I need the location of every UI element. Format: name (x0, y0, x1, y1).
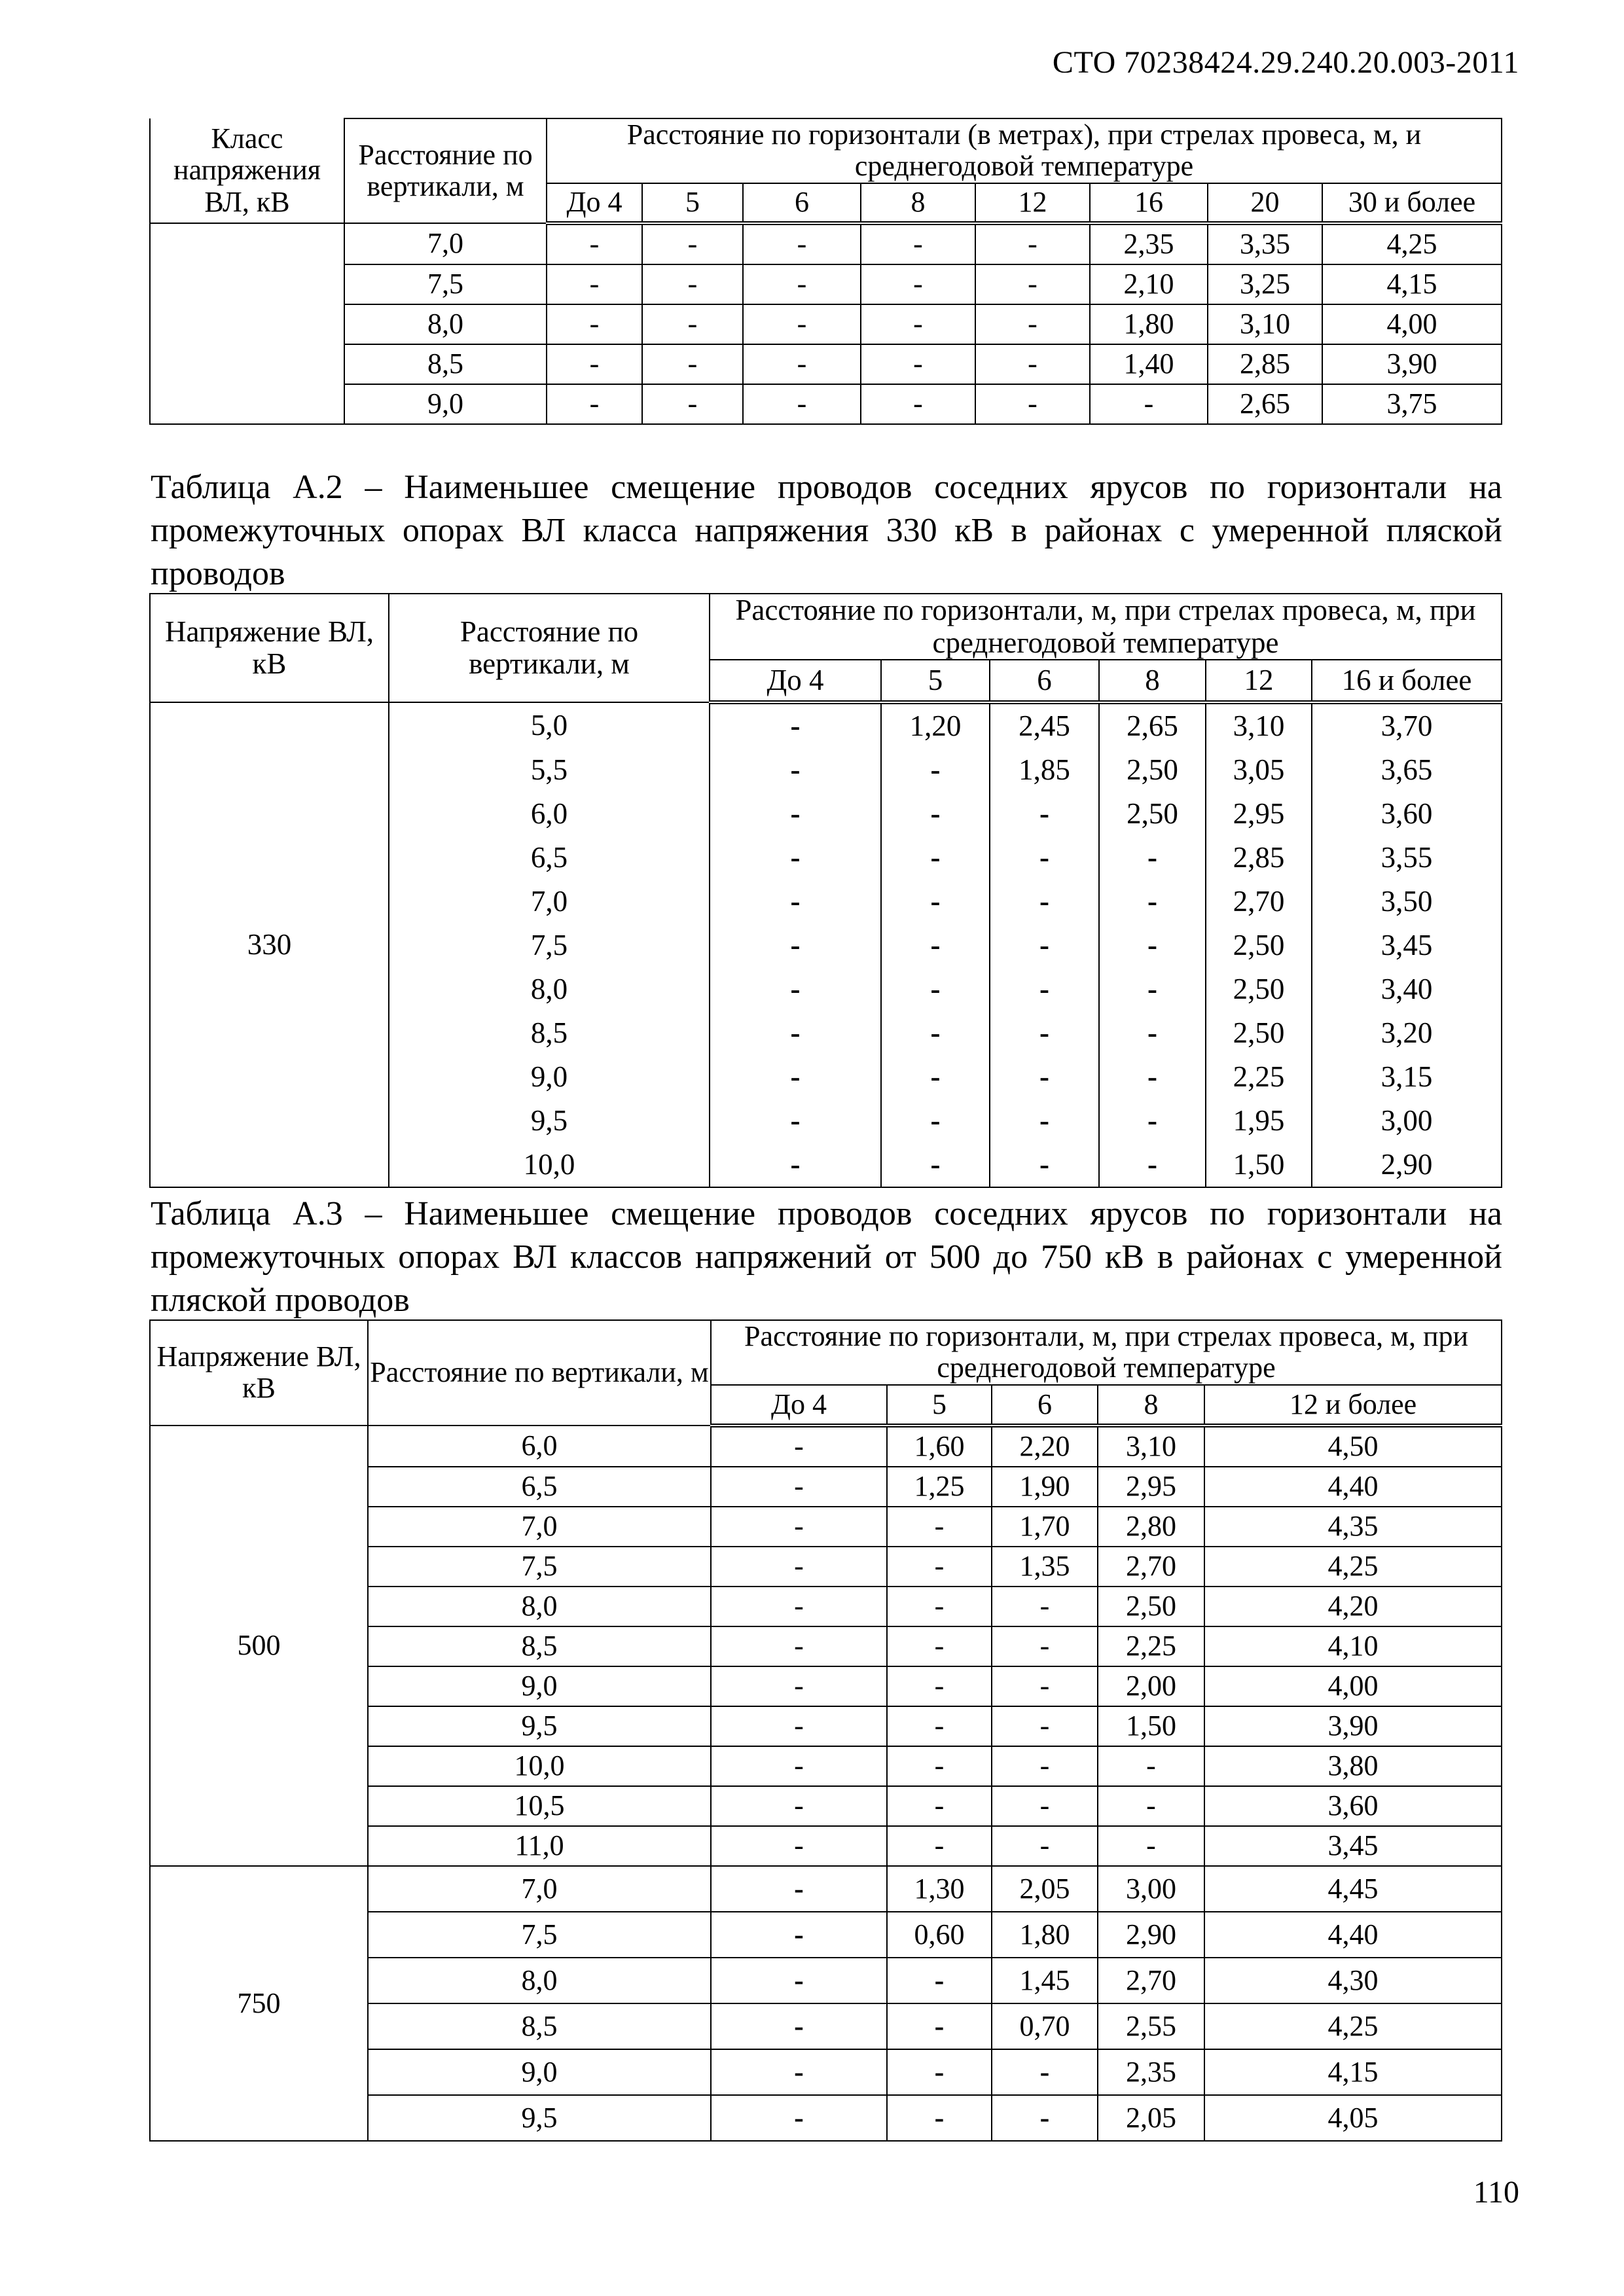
value-cell: 0,70 (992, 2003, 1098, 2049)
value-cell: - (990, 836, 1099, 880)
value-cell: 2,10 (1090, 264, 1208, 304)
header-vertical-distance: Расстояние по вертикали, м (389, 594, 710, 702)
value-cell: - (1099, 924, 1206, 967)
value-cell: 1,70 (992, 1507, 1098, 1547)
value-cell: - (975, 384, 1090, 424)
value-cell: - (881, 880, 990, 924)
value-cell: 1,35 (992, 1547, 1098, 1587)
value-cell: 2,70 (1098, 1547, 1204, 1587)
value-cell: 3,45 (1204, 1826, 1502, 1866)
value-cell: 1,25 (887, 1467, 992, 1507)
value-cell: - (887, 2049, 992, 2095)
value-cell: - (881, 1011, 990, 1055)
value-cell: 2,25 (1206, 1055, 1312, 1099)
vertical-distance-cell: 7,5 (368, 1547, 711, 1587)
sag-header: 20 (1208, 183, 1322, 223)
value-cell: - (743, 223, 861, 264)
value-cell: - (992, 1666, 1098, 1706)
value-cell: 2,85 (1206, 836, 1312, 880)
value-cell: 4,45 (1204, 1866, 1502, 1912)
value-cell: - (1090, 384, 1208, 424)
value-cell: - (743, 264, 861, 304)
value-cell: 2,25 (1098, 1626, 1204, 1666)
table-row (150, 1866, 1502, 1912)
value-cell: 3,00 (1098, 1866, 1204, 1912)
value-cell: - (990, 792, 1099, 836)
value-cell: - (710, 1143, 881, 1187)
value-cell: - (711, 1912, 887, 1958)
value-cell: - (710, 1011, 881, 1055)
sag-header: 16 (1090, 183, 1208, 223)
value-cell: - (547, 304, 642, 344)
value-cell: 3,00 (1312, 1099, 1502, 1143)
value-cell: 1,50 (1098, 1706, 1204, 1746)
vertical-distance-cell: 8,5 (368, 1626, 711, 1666)
value-cell: 3,50 (1312, 880, 1502, 924)
value-cell: 4,15 (1204, 2049, 1502, 2095)
value-cell: - (975, 223, 1090, 264)
value-cell: - (887, 1626, 992, 1666)
sag-header: 8 (861, 183, 975, 223)
vertical-distance-cell: 8,0 (344, 304, 547, 344)
vertical-distance-cell: 9,5 (389, 1099, 710, 1143)
table-row (150, 384, 1502, 424)
value-cell: 1,30 (887, 1866, 992, 1912)
value-cell: 1,20 (881, 702, 990, 748)
value-cell: - (990, 1143, 1099, 1187)
value-cell: - (990, 880, 1099, 924)
document-code-header: СТО 70238424.29.240.20.003-2011 (1052, 45, 1519, 80)
value-cell: - (711, 1826, 887, 1866)
value-cell: - (881, 836, 990, 880)
sag-header: 8 (1098, 1385, 1204, 1426)
value-cell: 4,50 (1204, 1426, 1502, 1467)
value-cell: - (711, 2003, 887, 2049)
voltage-cell: 330 (150, 702, 389, 1187)
value-cell: 4,00 (1322, 304, 1502, 344)
value-cell: 2,00 (1098, 1666, 1204, 1706)
value-cell: 4,00 (1204, 1666, 1502, 1706)
value-cell: - (547, 344, 642, 384)
sag-header: 16 и более (1312, 660, 1502, 702)
value-cell: - (881, 792, 990, 836)
value-cell: 4,10 (1204, 1626, 1502, 1666)
value-cell: - (710, 792, 881, 836)
value-cell: - (1099, 1099, 1206, 1143)
value-cell: 3,60 (1204, 1786, 1502, 1826)
vertical-distance-cell: 5,0 (389, 702, 710, 748)
value-cell: - (711, 1866, 887, 1912)
value-cell: 1,80 (992, 1912, 1098, 1958)
value-cell: 4,30 (1204, 1958, 1502, 2003)
header-horizontal-distance: Расстояние по горизонтали, м, при стрелах провеса, м, при среднегодовой температуре (710, 594, 1502, 660)
value-cell: 2,05 (992, 1866, 1098, 1912)
value-cell: 1,60 (887, 1426, 992, 1467)
header-horizontal-distance: Расстояние по горизонтали (в метрах), при стрелах провеса, м, и среднегодовой температуре (547, 118, 1502, 183)
value-cell: - (881, 924, 990, 967)
table-a2 (149, 593, 1502, 1188)
vertical-distance-cell: 10,0 (389, 1143, 710, 1187)
value-cell: - (992, 1786, 1098, 1826)
value-cell: - (711, 1746, 887, 1786)
sag-header: До 4 (547, 183, 642, 223)
value-cell: - (1099, 836, 1206, 880)
value-cell: 3,10 (1208, 304, 1322, 344)
value-cell: - (711, 2049, 887, 2095)
value-cell: 3,25 (1208, 264, 1322, 304)
table-row (150, 1426, 1502, 1467)
value-cell: - (887, 1958, 992, 2003)
value-cell: 2,50 (1098, 1587, 1204, 1626)
value-cell: 2,90 (1098, 1912, 1204, 1958)
value-cell: - (743, 304, 861, 344)
table-a3 (149, 1319, 1502, 2142)
value-cell: 3,20 (1312, 1011, 1502, 1055)
vertical-distance-cell: 7,0 (344, 223, 547, 264)
value-cell: - (642, 384, 743, 424)
value-cell: 2,70 (1098, 1958, 1204, 2003)
value-cell: - (887, 1547, 992, 1587)
value-cell: 3,45 (1312, 924, 1502, 967)
value-cell: - (547, 384, 642, 424)
table-row (150, 304, 1502, 344)
value-cell: 3,70 (1312, 702, 1502, 748)
value-cell: 1,40 (1090, 344, 1208, 384)
table-row (150, 264, 1502, 304)
value-cell: - (887, 1507, 992, 1547)
value-cell: - (887, 1826, 992, 1866)
value-cell: - (711, 1587, 887, 1626)
vertical-distance-cell: 7,0 (389, 880, 710, 924)
value-cell: - (711, 1547, 887, 1587)
value-cell: - (1099, 1055, 1206, 1099)
sag-header: 6 (992, 1385, 1098, 1426)
vertical-distance-cell: 7,0 (368, 1507, 711, 1547)
vertical-distance-cell: 9,0 (389, 1055, 710, 1099)
sag-header: 6 (990, 660, 1099, 702)
value-cell: - (710, 702, 881, 748)
value-cell: - (711, 1467, 887, 1507)
sag-header: До 4 (710, 660, 881, 702)
header-vertical-distance: Расстояние по вертикали, м (368, 1320, 711, 1426)
value-cell: - (1099, 1011, 1206, 1055)
vertical-distance-cell: 6,5 (389, 836, 710, 880)
value-cell: - (992, 1746, 1098, 1786)
value-cell: - (711, 1426, 887, 1467)
value-cell: - (887, 2003, 992, 2049)
value-cell: 4,15 (1322, 264, 1502, 304)
sag-header: 12 (1206, 660, 1312, 702)
value-cell: - (861, 304, 975, 344)
value-cell: 2,95 (1206, 792, 1312, 836)
value-cell: - (642, 223, 743, 264)
value-cell: - (743, 384, 861, 424)
value-cell: - (711, 1626, 887, 1666)
value-cell: 1,50 (1206, 1143, 1312, 1187)
voltage-cell: 500 (150, 1426, 368, 1866)
header-voltage: Напряжение ВЛ, кВ (150, 594, 389, 702)
header-horizontal-distance: Расстояние по горизонтали, м, при стрелах провеса, м, при среднегодовой температуре (711, 1320, 1502, 1385)
value-cell: 2,35 (1098, 2049, 1204, 2095)
vertical-distance-cell: 5,5 (389, 748, 710, 792)
sag-header: 12 (975, 183, 1090, 223)
value-cell: - (861, 384, 975, 424)
value-cell: - (990, 1011, 1099, 1055)
value-cell: 2,50 (1099, 792, 1206, 836)
table-a2-caption: Таблица А.2 – Наименьшее смещение проводов соседних ярусов по горизонтали на промежуточных опорах ВЛ класса напряжения 330 кВ в районах с умеренной пляской проводов (151, 469, 1502, 592)
value-cell: 4,25 (1322, 223, 1502, 264)
value-cell: - (642, 344, 743, 384)
value-cell: 4,20 (1204, 1587, 1502, 1626)
sag-header: 8 (1099, 660, 1206, 702)
value-cell: - (881, 1055, 990, 1099)
value-cell: - (642, 264, 743, 304)
vertical-distance-cell: 6,0 (368, 1426, 711, 1467)
value-cell: 2,55 (1098, 2003, 1204, 2049)
sag-header: 6 (743, 183, 861, 223)
table-row (150, 702, 1502, 748)
header-vertical-distance: Расстояние по вертикали, м (344, 118, 547, 223)
value-cell: - (1099, 1143, 1206, 1187)
value-cell: - (881, 748, 990, 792)
value-cell: - (992, 1587, 1098, 1626)
sag-header: 30 и более (1322, 183, 1502, 223)
value-cell: - (711, 1958, 887, 2003)
vertical-distance-cell: 11,0 (368, 1826, 711, 1866)
vertical-distance-cell: 7,5 (344, 264, 547, 304)
value-cell: - (710, 836, 881, 880)
value-cell: - (887, 1666, 992, 1706)
page-number: 110 (1473, 2175, 1519, 2210)
value-cell: - (887, 1706, 992, 1746)
vertical-distance-cell: 10,5 (368, 1786, 711, 1826)
value-cell: 4,40 (1204, 1467, 1502, 1507)
value-cell: - (881, 1099, 990, 1143)
value-cell: 4,25 (1204, 2003, 1502, 2049)
value-cell: 2,50 (1206, 967, 1312, 1011)
value-cell: 2,95 (1098, 1467, 1204, 1507)
vertical-distance-cell: 9,0 (344, 384, 547, 424)
value-cell: 4,40 (1204, 1912, 1502, 1958)
vertical-distance-cell: 7,5 (389, 924, 710, 967)
value-cell: - (887, 1786, 992, 1826)
vertical-distance-cell: 8,5 (344, 344, 547, 384)
value-cell: - (992, 1826, 1098, 1866)
sag-header: До 4 (711, 1385, 887, 1426)
vertical-distance-cell: 9,5 (368, 1706, 711, 1746)
value-cell: 2,90 (1312, 1143, 1502, 1187)
value-cell: - (711, 1786, 887, 1826)
value-cell: 3,80 (1204, 1746, 1502, 1786)
value-cell: - (711, 1507, 887, 1547)
value-cell: - (547, 264, 642, 304)
value-cell: - (975, 344, 1090, 384)
value-cell: - (975, 304, 1090, 344)
value-cell: - (711, 1706, 887, 1746)
value-cell: 2,70 (1206, 880, 1312, 924)
value-cell: - (1098, 1746, 1204, 1786)
value-cell: 1,80 (1090, 304, 1208, 344)
value-cell: - (992, 2049, 1098, 2095)
value-cell: - (990, 1099, 1099, 1143)
value-cell: 2,20 (992, 1426, 1098, 1467)
value-cell: - (887, 1746, 992, 1786)
vertical-distance-cell: 9,0 (368, 2049, 711, 2095)
table-row (150, 344, 1502, 384)
sag-header: 5 (642, 183, 743, 223)
value-cell: 4,25 (1204, 1547, 1502, 1587)
value-cell: - (710, 1055, 881, 1099)
value-cell: 4,05 (1204, 2095, 1502, 2141)
value-cell: 1,90 (992, 1467, 1098, 1507)
table-a3-caption: Таблица А.3 – Наименьшее смещение проводов соседних ярусов по горизонтали на промежуточных опорах ВЛ классов напряжений от 500 до 750 кВ в районах с умеренной пляской проводов (151, 1195, 1502, 1319)
header-voltage: Напряжение ВЛ, кВ (150, 1320, 368, 1426)
value-cell: - (887, 2095, 992, 2141)
vertical-distance-cell: 9,0 (368, 1666, 711, 1706)
vertical-distance-cell: 8,0 (368, 1587, 711, 1626)
value-cell: - (992, 1626, 1098, 1666)
vertical-distance-cell: 8,5 (368, 2003, 711, 2049)
vertical-distance-cell: 8,5 (389, 1011, 710, 1055)
value-cell: - (881, 1143, 990, 1187)
vertical-distance-cell: 6,5 (368, 1467, 711, 1507)
sag-header: 5 (887, 1385, 992, 1426)
value-cell: - (861, 264, 975, 304)
value-cell: 3,55 (1312, 836, 1502, 880)
value-cell: - (992, 2095, 1098, 2141)
value-cell: - (710, 748, 881, 792)
value-cell: - (711, 1666, 887, 1706)
value-cell: - (881, 967, 990, 1011)
value-cell: 2,65 (1208, 384, 1322, 424)
value-cell: 3,60 (1312, 792, 1502, 836)
voltage-cell: 750 (150, 1866, 368, 2141)
vertical-distance-cell: 6,0 (389, 792, 710, 836)
voltage-class-cell (150, 223, 344, 424)
vertical-distance-cell: 7,5 (368, 1912, 711, 1958)
value-cell: 2,45 (990, 702, 1099, 748)
value-cell: - (861, 223, 975, 264)
value-cell: - (887, 1587, 992, 1626)
value-cell: 3,75 (1322, 384, 1502, 424)
value-cell: 1,85 (990, 748, 1099, 792)
value-cell: - (710, 880, 881, 924)
vertical-distance-cell: 8,0 (368, 1958, 711, 2003)
vertical-distance-cell: 8,0 (389, 967, 710, 1011)
value-cell: - (992, 1706, 1098, 1746)
value-cell: - (975, 264, 1090, 304)
value-cell: 3,90 (1204, 1706, 1502, 1746)
value-cell: - (1098, 1786, 1204, 1826)
value-cell: - (990, 967, 1099, 1011)
value-cell: 1,95 (1206, 1099, 1312, 1143)
header-voltage-class: Класс напряжения ВЛ, кВ (150, 118, 344, 223)
value-cell: 2,65 (1099, 702, 1206, 748)
table-a1-continuation (149, 118, 1502, 425)
value-cell: - (711, 2095, 887, 2141)
value-cell: - (710, 967, 881, 1011)
vertical-distance-cell: 7,0 (368, 1866, 711, 1912)
value-cell: 4,35 (1204, 1507, 1502, 1547)
value-cell: 2,50 (1099, 748, 1206, 792)
vertical-distance-cell: 10,0 (368, 1746, 711, 1786)
value-cell: 0,60 (887, 1912, 992, 1958)
value-cell: 2,05 (1098, 2095, 1204, 2141)
value-cell: 3,05 (1206, 748, 1312, 792)
value-cell: 3,15 (1312, 1055, 1502, 1099)
value-cell: - (710, 924, 881, 967)
sag-header: 12 и более (1204, 1385, 1502, 1426)
value-cell: 1,45 (992, 1958, 1098, 2003)
value-cell: - (710, 1099, 881, 1143)
value-cell: - (990, 924, 1099, 967)
value-cell: - (1098, 1826, 1204, 1866)
value-cell: 2,50 (1206, 1011, 1312, 1055)
vertical-distance-cell: 9,5 (368, 2095, 711, 2141)
value-cell: - (990, 1055, 1099, 1099)
value-cell: - (547, 223, 642, 264)
value-cell: 3,90 (1322, 344, 1502, 384)
value-cell: 3,65 (1312, 748, 1502, 792)
value-cell: 2,35 (1090, 223, 1208, 264)
value-cell: 3,35 (1208, 223, 1322, 264)
value-cell: 2,80 (1098, 1507, 1204, 1547)
value-cell: 3,10 (1098, 1426, 1204, 1467)
sag-header: 5 (881, 660, 990, 702)
value-cell: 2,85 (1208, 344, 1322, 384)
value-cell: - (1099, 880, 1206, 924)
value-cell: - (861, 344, 975, 384)
value-cell: - (642, 304, 743, 344)
value-cell: 2,50 (1206, 924, 1312, 967)
value-cell: 3,10 (1206, 702, 1312, 748)
value-cell: - (743, 344, 861, 384)
table-row (150, 223, 1502, 264)
value-cell: 3,40 (1312, 967, 1502, 1011)
value-cell: - (1099, 967, 1206, 1011)
